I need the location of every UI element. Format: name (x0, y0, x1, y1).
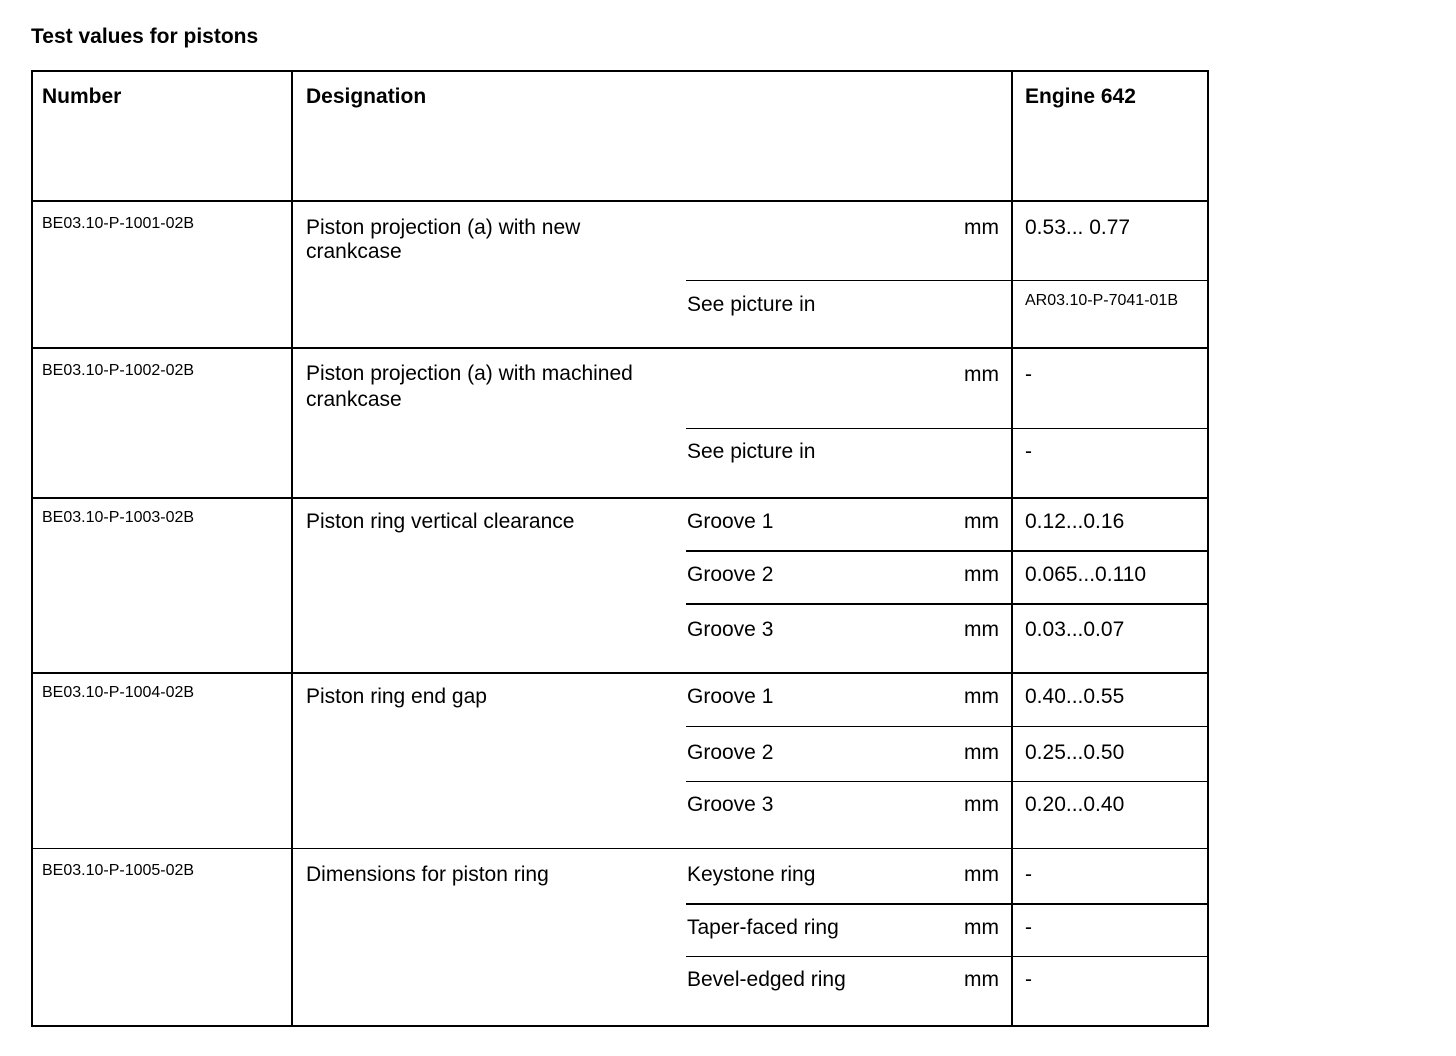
subrow-label: See picture in (687, 293, 816, 316)
row-divider (31, 200, 1209, 202)
row-designation: Dimensions for piston ring (306, 863, 549, 886)
subrow-label: Groove 1 (687, 685, 774, 708)
row-designation: Piston ring vertical clearance (306, 510, 575, 533)
row-unit: mm (964, 510, 999, 533)
row-divider (31, 347, 1209, 349)
row-value: - (1025, 863, 1032, 886)
subrow-label: See picture in (687, 440, 816, 463)
subrow-label: Groove 2 (687, 741, 774, 764)
header-number: Number (42, 85, 122, 108)
row-unit: mm (964, 618, 999, 641)
row-value: - (1025, 916, 1032, 939)
row-number: BE03.10-P-1001-02B (42, 215, 195, 232)
row-unit: mm (964, 968, 999, 991)
row-number: BE03.10-P-1004-02B (42, 684, 195, 701)
row-unit: mm (964, 916, 999, 939)
row-value: - (1025, 968, 1032, 991)
subrow-divider (686, 280, 1209, 281)
row-unit: mm (964, 216, 999, 239)
header-designation: Designation (306, 85, 427, 108)
table-border-top (31, 70, 1209, 72)
table-border-left (31, 70, 33, 1027)
row-value: 0.065...0.110 (1025, 563, 1147, 586)
row-value: AR03.10-P-7041-01B (1025, 292, 1178, 309)
row-unit: mm (964, 793, 999, 816)
column-divider (291, 70, 293, 1027)
subrow-divider (686, 903, 1209, 905)
row-unit: mm (964, 863, 999, 886)
row-divider (31, 497, 1209, 499)
column-divider (1011, 70, 1013, 1027)
subrow-divider (686, 726, 1209, 727)
row-value: - (1025, 363, 1032, 386)
subrow-label: Groove 2 (687, 563, 774, 586)
row-unit: mm (964, 563, 999, 586)
row-unit: mm (964, 363, 999, 386)
row-divider (31, 672, 1209, 674)
header-engine: Engine 642 (1025, 85, 1136, 108)
table-border-right (1207, 70, 1209, 1027)
subrow-label: Keystone ring (687, 863, 816, 886)
row-divider (31, 848, 1209, 849)
subrow-divider (686, 550, 1209, 552)
row-value: 0.53... 0.77 (1025, 216, 1131, 239)
subrow-divider (686, 428, 1209, 429)
subrow-divider (686, 603, 1209, 605)
row-number: BE03.10-P-1005-02B (42, 862, 195, 879)
row-value: 0.20...0.40 (1025, 793, 1125, 816)
row-designation: Piston projection (a) with machined (306, 362, 633, 385)
row-value: - (1025, 440, 1032, 463)
page-title: Test values for pistons (31, 25, 259, 48)
row-designation-cont: crankcase (306, 240, 402, 263)
subrow-divider (686, 956, 1209, 957)
subrow-label: Bevel-edged ring (687, 968, 846, 991)
row-value: 0.25...0.50 (1025, 741, 1125, 764)
table-border-bottom (31, 1025, 1209, 1027)
row-unit: mm (964, 741, 999, 764)
row-designation: Piston ring end gap (306, 685, 487, 708)
row-value: 0.03...0.07 (1025, 618, 1125, 641)
row-value: 0.12...0.16 (1025, 510, 1125, 533)
subrow-label: Taper-faced ring (687, 916, 839, 939)
row-designation-cont: crankcase (306, 388, 402, 411)
subrow-divider (686, 781, 1209, 782)
subrow-label: Groove 1 (687, 510, 774, 533)
row-number: BE03.10-P-1002-02B (42, 362, 195, 379)
test-values-table (31, 70, 1209, 1027)
row-designation: Piston projection (a) with new (306, 216, 581, 239)
subrow-label: Groove 3 (687, 618, 774, 641)
row-value: 0.40...0.55 (1025, 685, 1125, 708)
subrow-label: Groove 3 (687, 793, 774, 816)
row-number: BE03.10-P-1003-02B (42, 509, 195, 526)
row-unit: mm (964, 685, 999, 708)
